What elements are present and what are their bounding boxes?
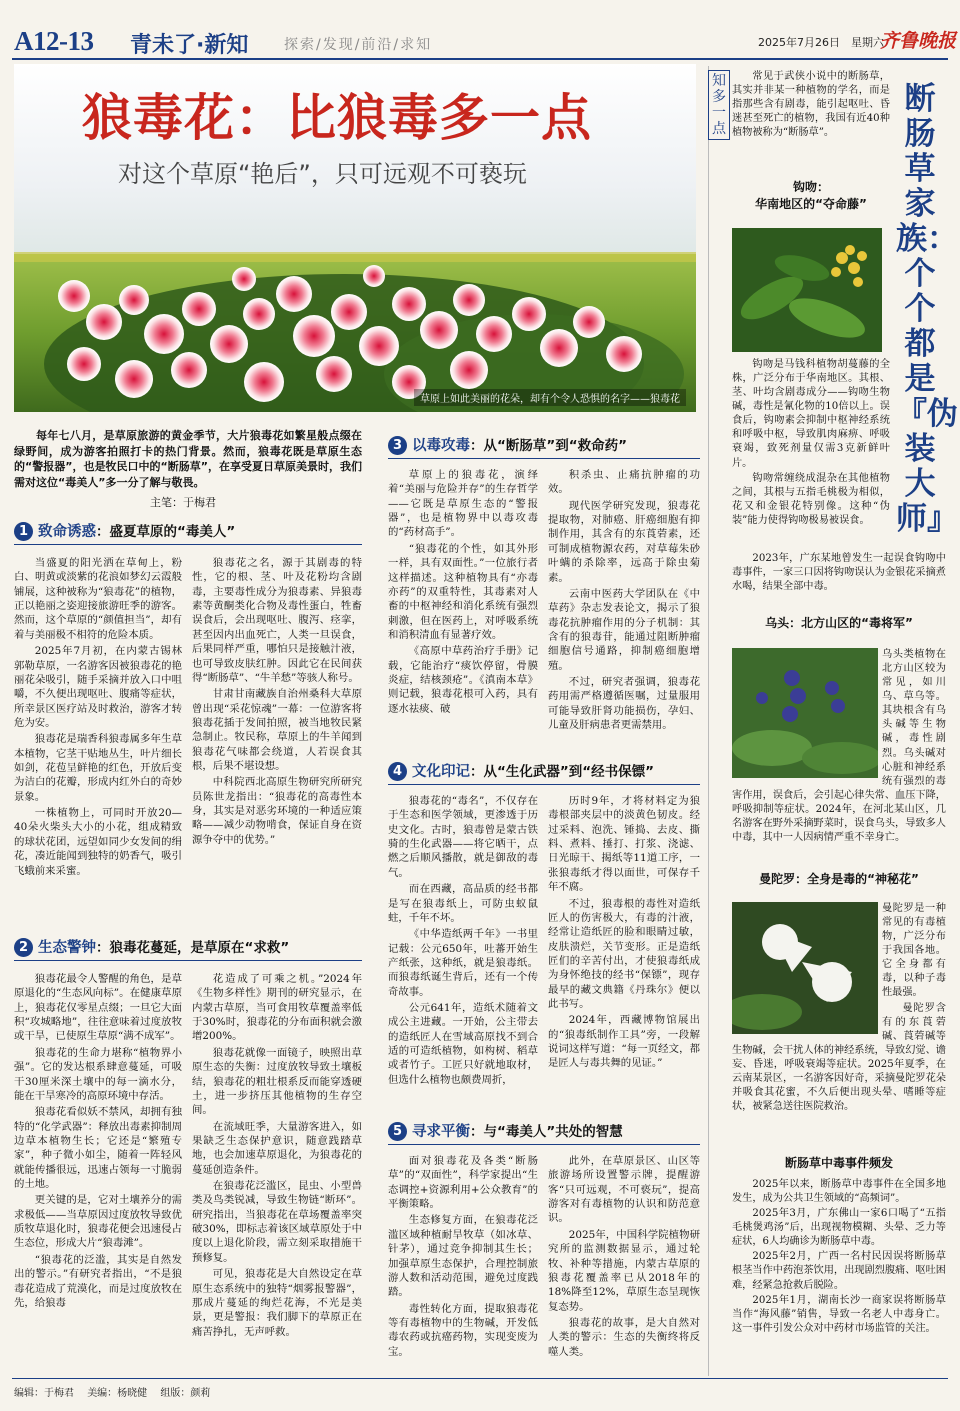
paragraph: 一株植物上，可同时开放20—40朵火柴头大小的小花，组成精致的球状花团，远望如同少女发间的绢花，凑近能闻到独特的奶香气，吸引飞蛾前来采蜜。 — [14, 807, 182, 877]
section-2-col-right — [192, 972, 362, 1372]
paragraph: 中科院西北高原生物研究所研究员陈世龙指出：“狼毒花的高毒性本身，其实是对恶劣环境的一种适应策略——减少动物啃食，保证自身在资源争夺中的优势。” — [192, 776, 362, 846]
section-2-col-left — [14, 972, 182, 1372]
section-3-heading — [388, 434, 627, 455]
gouwen-heading — [732, 178, 890, 212]
wutou-heading: 乌头：北方山区的“毒将军” — [765, 616, 913, 630]
paragraph: 钩吻是马钱科植物胡蔓藤的全株，广泛分布于华南地区。其根、茎、叶均含剧毒成分——钩吻生物碱，毒性是氰化物的10倍以上。误食后，钩吻素会抑制中枢神经系统和呼吸中枢，导致肌肉麻痹、呼吸衰竭，致死剂量仅需3克新鲜叶片。 — [732, 359, 890, 469]
paragraph: 常见于武侠小说中的断肠草，其实并非某一种植物的学名，而是指那些含有剧毒，能引起呕吐、昏迷甚至死亡的植物，我国有近40种植物被称为“断肠草”。 — [732, 71, 890, 139]
section-1-col-right — [192, 556, 362, 920]
gouwen-case — [732, 552, 946, 602]
section-5-number: 5 — [388, 1122, 407, 1141]
section-2-heading — [14, 936, 289, 957]
section-3-col-right — [548, 468, 700, 748]
gouwen-heading-line2: 华南地区的“夺命藤” — [755, 197, 867, 211]
paragraph: 2025年3月，广东佛山一家6口喝了“五指毛桃煲鸡汤”后，出现视物模糊、头晕、乏力等症状，6人均确诊为断肠草中毒。 — [732, 1208, 946, 1248]
paragraph: 而在西藏，高品质的经书都是写在狼毒纸上，可防虫蚁鼠蛀，千年不坏。 — [388, 883, 538, 924]
paragraph: 现代医学研究发现，狼毒花提取物，对肺癌、肝癌细胞有抑制作用，其含有的东莨菪素，还可制成植物源农药，对草莓朱砂叶螨的杀除率，远高于除虫菊素。 — [548, 499, 700, 584]
paragraph: 2024年，西藏博物馆展出的“狼毒纸制作工具”旁，一段解说词这样写道：“每一页经文，都是匠人与毒共舞的见证。” — [548, 1014, 700, 1070]
paragraph: 狼毒花看似妖不禁风，却拥有独特的“化学武器”：释放出毒素抑制周边草本植物生长；它还是“繁殖专家”，种子微小如尘，随着一阵轻风就能传播很远，迅速占领每一寸脆弱的土地。 — [14, 1106, 182, 1191]
wutou-photo-spacer — [732, 648, 882, 780]
paragraph: 2025年7月初，在内蒙古锡林郭勒草原，一名游客因被狼毒花的艳丽花朵吸引，随手采摘并放入口中咀嚼，不久便出现呕吐、腹痛等症状，所幸景区医疗站及时救治，游客才转危为安。 — [14, 645, 182, 729]
paragraph: 云南中医药大学团队在《中草药》杂志发表论文，揭示了狼毒花抗肿瘤作用的分子机制：其含有的狼毒苷，能通过阻断肿瘤细胞信号通路，抑制癌细胞增殖。 — [548, 587, 700, 672]
section-2-number: 2 — [14, 938, 33, 957]
gouwen-photo — [732, 228, 882, 352]
paragraph: 当盛夏的阳光洒在草甸上，粉白、明黄或淡紫的花浪如梦幻云霞般铺展，这种被称为“狼毒花”的植物，正以艳丽之姿迎接旅游旺季的游客。然而，这个草原的“颜值担当”，却有着与美丽极不相符的危险本质。 — [14, 557, 182, 641]
section-4-col-left — [388, 794, 538, 1108]
photo-caption: 草原上如此美丽的花朵，却有个令人恐惧的名字——狼毒花 — [414, 389, 686, 406]
wutou-body — [732, 648, 946, 858]
subheadline: 对这个草原“艳后”，只可远观不可亵玩 — [118, 160, 527, 188]
paragraph: 《中华造纸两千年》一书里记载：公元650年，吐蕃开始生产纸张，这种纸，就是狼毒纸。而狼毒纸诞生背后，还有一个传奇故事。 — [388, 928, 538, 998]
lead-paragraph: 每年七八月，是草原旅游的黄金季节，大片狼毒花如繁星般点缀在绿野间，成为游客拍照打卡的热门背景。然而，狼毒花既是草原生态的“警报器”，也是牧民口中的“断肠草”，在享受夏日草原美景时，我们需对这位“毒美人”多一分了解与敬畏。 — [14, 429, 362, 489]
paragraph — [732, 902, 946, 1001]
wutou-text: 乌头类植物在北方山区较为常见，如川乌、草乌等。其块根含有乌头碱等生物碱，毒性剧烈。乌头碱对心脏和神经系统有强烈的毒害作用，误食后，会引起心律失常、血压下降，呼吸抑制等症状。2024年，在河北某山区，几名游客在野外采摘野菜时，误食乌头，导致多人中毒，其中一人因病情严重不幸身亡。 — [732, 649, 946, 844]
section-4-number: 4 — [388, 762, 407, 781]
paragraph: 狼毒花的生命力堪称“植物界小强”。它的发达根系肆意蔓延，可吸干30厘米深土壤中的每一滴水分，能在干旱寒冷的高原环境中存活。 — [14, 1046, 182, 1102]
paragraph: 不过，研究者强调，狼毒花药用需严格遵循医嘱，过量服用可能导致肝肾功能损伤，孕妇、儿童及肝病患者更需禁用。 — [548, 676, 700, 732]
section-2-keyword: 生态警钟 — [38, 940, 96, 956]
headline: 狼毒花：比狼毒多一点 — [82, 89, 592, 147]
section-2-rule — [14, 960, 362, 961]
section-3-number: 3 — [388, 436, 407, 455]
byline: 主笔：于梅君 — [150, 496, 216, 509]
events-heading: 断肠草中毒事件频发 — [784, 1156, 893, 1170]
footer-credits — [14, 1384, 220, 1399]
section-4-col-right — [548, 794, 700, 1108]
paragraph: 2025年，中国科学院植物研究所的监测数据显示，通过轮牧、补种等措施，内蒙古草原的狼毒花覆盖率已从2018年的18%降至12%，草原生态呈现恢复态势。 — [548, 1228, 700, 1313]
section-5-keyword: 寻求平衡 — [412, 1124, 470, 1140]
issue-date: 2025年7月26日 星期六 — [758, 36, 884, 49]
section-3-title: ：从“断肠草”到“救命药” — [470, 438, 627, 454]
paragraph: 狼毒花之名，源于其剧毒的特性，它的根、茎、叶及花粉均含剧毒，主要毒性成分为狼毒素、异狼毒素等黄酮类化合物及毒性蛋白，牲畜误食后，会出现呕吐、腹泻、痉挛，甚至因内出血死亡，人类一旦误食，后果同样严重，哪怕只是接触汁液，也可导致皮肤红肿。因此它在民间获得“断肠草”、“牛羊愁”等骇人称号。 — [192, 557, 362, 684]
footer-editor: 编辑：于梅君 — [14, 1388, 74, 1399]
paragraph: 2025年2月，广西一名村民因误将断肠草根茎当作中药泡茶饮用，出现剧烈腹痛、呕吐困难，经紧急抢救后脱险。 — [732, 1251, 946, 1291]
section-5-rule — [388, 1144, 700, 1145]
section-4-keyword: 文化印记 — [412, 764, 470, 780]
mantuoluo-text: 曼陀罗是一种常见的有毒植物，广泛分布于我国各地。它全身都有毒，以种子毒性最强。 — [882, 903, 946, 999]
section-5-col-right — [548, 1154, 700, 1374]
events-body — [732, 1178, 946, 1374]
section-5-title: ：与“毒美人”共处的智慧 — [470, 1124, 623, 1140]
section-4-title: ：从“生化武器”到“经书保镖” — [470, 764, 654, 780]
mantuoluo-heading: 曼陀罗：全身是毒的“神秘花” — [759, 872, 919, 886]
paragraph — [732, 648, 946, 845]
paragraph: 狼毒花是瑞香科狼毒属多年生草本植物，它茎干贴地丛生，叶片细长如剑，花苞呈鲜艳的红色，开放后变为洁白的花瓣，形成内红外白的奇妙景象。 — [14, 733, 182, 803]
section-slogan: 探索/发现/前沿/求知 — [284, 37, 433, 53]
footer-rule — [12, 1378, 948, 1379]
footer-proof: 组版：颜莉 — [160, 1388, 211, 1399]
paragraph: 草原上的狼毒花，演绎着“美丽与危险并存”的生存哲学——它既是草原生态的“警报器”，也是植物界中以毒攻毒的“药材高手”。 — [388, 469, 538, 539]
section-1-keyword: 致命诱惑 — [38, 524, 96, 540]
paragraph: 狼毒花的“毒名”，不仅存在于生态和医学领域，更渗透于历史文化。古时，狼毒曾是蒙古铁骑的生化武器——将它晒干，点燃之后顺风播散，就是御敌的毒气。 — [388, 795, 538, 879]
masthead — [0, 0, 960, 60]
paragraph: 甘肃甘南藏族自治州桑科大草原曾出现“采花惊魂”一幕：一位游客将狼毒花插于发间拍照，被当地牧民紧急制止。牧民称，草原上的牛羊闻到狼毒花气味都会绕道，人若误食其根，后果不堪设想。 — [192, 688, 362, 773]
paragraph: 2025年1月，湖南长沙一商家误将断肠草当作“海风藤”销售，导致一名老人中毒身亡。这一事件引发公众对中药材市场监管的关注。 — [732, 1294, 946, 1334]
paragraph: 积杀虫、止痛抗肿瘤的功效。 — [548, 469, 700, 496]
section-1-col-left — [14, 556, 182, 920]
paragraph: 不过，狼毒根的毒性对造纸匠人的伤害极大，有毒的汁液，经常让造纸匠的脸和眼睛过敏，皮肤溃烂，关节变形。正是造纸匠们的辛苦付出，才使狼毒纸成为身怀绝技的经书“保镖”，现存最早的藏文典籍《丹珠尔》便以此书写。 — [548, 897, 700, 1011]
paragraph: 狼毒花的故事，是大自然对人类的警示：生态的失衡终将反噬人类。 — [548, 1316, 700, 1358]
paragraph: “狼毒花的个性，如其外形一样，具有双面性。”一位旅行者这样描述。这种植物具有“亦毒亦药”的双重特性，其毒素对人畜的中枢神经和消化系统有强烈刺激，但在医药上，对呼吸系统和消积清血有显著疗效。 — [388, 542, 538, 641]
section-1-rule — [14, 544, 362, 545]
sidebar-divider — [708, 66, 709, 1376]
section-3-keyword: 以毒攻毒 — [412, 438, 470, 454]
section-3-rule — [388, 458, 700, 459]
paragraph: 在流域旺季，大量游客进入，如果缺乏生态保护意识，随意践踏草地，也会加速草原退化，为狼毒花的蔓延创造条件。 — [192, 1120, 362, 1176]
paragraph: 公元641年，造纸术随着文成公主进藏。一开始，公主带去的造纸匠人在雪域高原找不到合适的可造纸植物，如构树、稻草或者竹子。工匠只好就地取材，但选什么植物也颇费周折， — [388, 1002, 538, 1086]
paragraph: 历时9年，才将材料定为狼毒根部夹层中的淡黄色韧皮。经过采料、泡洗、锤捣、去皮、撕料、煮料、捶打、打浆、浇滤、日光晾干、揭纸等11道工序，一张狼毒纸才得以面世，可保存千年不腐。 — [548, 795, 700, 894]
section-1-title: ：盛夏草原的“毒美人” — [96, 524, 236, 540]
paragraph: 狼毒花最令人警醒的角色，是草原退化的“生态风向标”。在健康草原上，狼毒花仅零星点缀；一旦它大面积“攻城略地”，往往意味着过度放牧或干旱，已使原生草原“满不成军”。 — [14, 973, 182, 1043]
section-1-number: 1 — [14, 522, 33, 541]
mantuoluo-photo-spacer — [732, 902, 882, 1038]
paragraph: 毒性转化方面，提取狼毒花等有毒植物中的生物碱，开发低毒农药或抗癌药物，实现变废为宝。 — [388, 1302, 538, 1358]
paragraph: 生态修复方面，在狼毒花泛滥区域种植耐旱牧草（如冰草、针茅），通过竞争抑制其生长；加强草原生态保护，合理控制旅游人数和活动范围，避免过度践踏。 — [388, 1214, 538, 1299]
paragraph: 狼毒花就像一面镜子，映照出草原生态的失衡：过度放牧导致土壤板结，狼毒花的粗壮根系反而能穿透硬土，进一步挤压其他植物的生存空间。 — [192, 1046, 362, 1117]
section-4-rule — [388, 784, 700, 785]
paragraph: 曼陀罗含有的东莨菪碱、莨菪碱等生物碱，会干扰人体的神经系统，导致幻觉、谵妄、昏迷，呼吸衰竭等症状。2025年夏季，在云南某景区，一名游客因好奇，采摘曼陀罗花朵并吸食其花蜜，不久后便出现头晕、嗜睡等症状，被紧急送往医院救治。 — [732, 1002, 946, 1113]
paragraph: 更关键的是，它对土壤养分的需求极低——当草原因过度放牧导致优质牧草退化时，狼毒花便会迅速侵占生态位，形成大片“狼毒滩”。 — [14, 1194, 182, 1250]
paragraph: 2023年，广东某地曾发生一起误食钩吻中毒事件，一家三口因将钩吻误认为金银花采摘煮水喝，结果全部中毒。 — [732, 553, 946, 593]
paragraph: 此外，在草原景区、山区等旅游场所设置警示牌，提醒游客“只可远观，不可亵玩”，提高游客对有毒植物的认识和防范意识。 — [548, 1155, 700, 1225]
sidebar-intro — [732, 70, 890, 170]
paragraph: 可见，狼毒花是大自然设定在草原生态系统中的独特“烟雾报警器”，那成片蔓延的绚烂花海，不光是美景，更是警报：我们脚下的草原正在痛苦挣扎，无声呼救。 — [192, 1268, 362, 1338]
paragraph: 花造成了可乘之机。”2024年《生物多样性》期刊的研究显示，在内蒙古草原，当可食用牧草覆盖率低于30%时，狼毒花的分布面积就会激增200%。 — [192, 973, 362, 1043]
sidebar-label: 知多一点 — [708, 70, 730, 140]
section-5-heading — [388, 1120, 623, 1141]
section-2-title: ：狼毒花蔓延，是草原在“求救” — [96, 940, 290, 956]
paragraph: 在狼毒花泛滥区，昆虫、小型兽类及鸟类锐减，导致生物链“断环”。研究指出，当狼毒花在草场覆盖率突破30%，即标志着该区域草原处于中度以上退化阶段，需立刻采取措施干预修复。 — [192, 1180, 362, 1264]
sidebar-title: 断肠草家族：个个都是『伪装大师』 — [896, 81, 958, 537]
gouwen-body — [732, 358, 890, 548]
footer-designer: 美编：杨晓健 — [87, 1388, 148, 1399]
section-4-heading — [388, 760, 654, 781]
paragraph: “狼毒花的泛滥，其实是自然发出的警示。”有研究者指出，“不是狼毒花造成了荒漠化，而是过度放牧在先，给狼毒 — [14, 1253, 182, 1309]
page-number: A12-13 — [14, 26, 94, 56]
section-name: 青未了·新知 — [130, 33, 249, 58]
section-5-col-left — [388, 1154, 538, 1374]
mantuoluo-body — [732, 902, 946, 1142]
gouwen-heading-line1: 钩吻： — [792, 180, 829, 194]
paragraph: 2025年以来，断肠草中毒事件在全国多地发生，成为公共卫生领域的“高频词”。 — [732, 1179, 946, 1205]
paragraph: 面对狼毒花及各类“断肠草”的“双面性”，科学家提出“生态调控+资源利用+公众教育”的平衡策略。 — [388, 1155, 538, 1211]
hero-image — [14, 64, 696, 412]
paragraph: 《高原中草药治疗手册》记载，它能治疗“痰饮停留，骨膜炎症，结核颈疮”。《滇南本草》则记载，狼毒花根可入药，具有逐水祛痰、破 — [388, 645, 538, 715]
newspaper-logo: 齐鲁晚报 — [880, 30, 957, 52]
header-rule — [12, 58, 948, 60]
section-1-heading — [14, 520, 235, 541]
paragraph: 钩吻常缠绕成混杂在其他植物之间，其根与五指毛桃极为相似，花又和金银花特别像。这种“伪装”能力使得钩吻极易被误食。 — [732, 472, 890, 526]
section-3-col-left — [388, 468, 538, 748]
